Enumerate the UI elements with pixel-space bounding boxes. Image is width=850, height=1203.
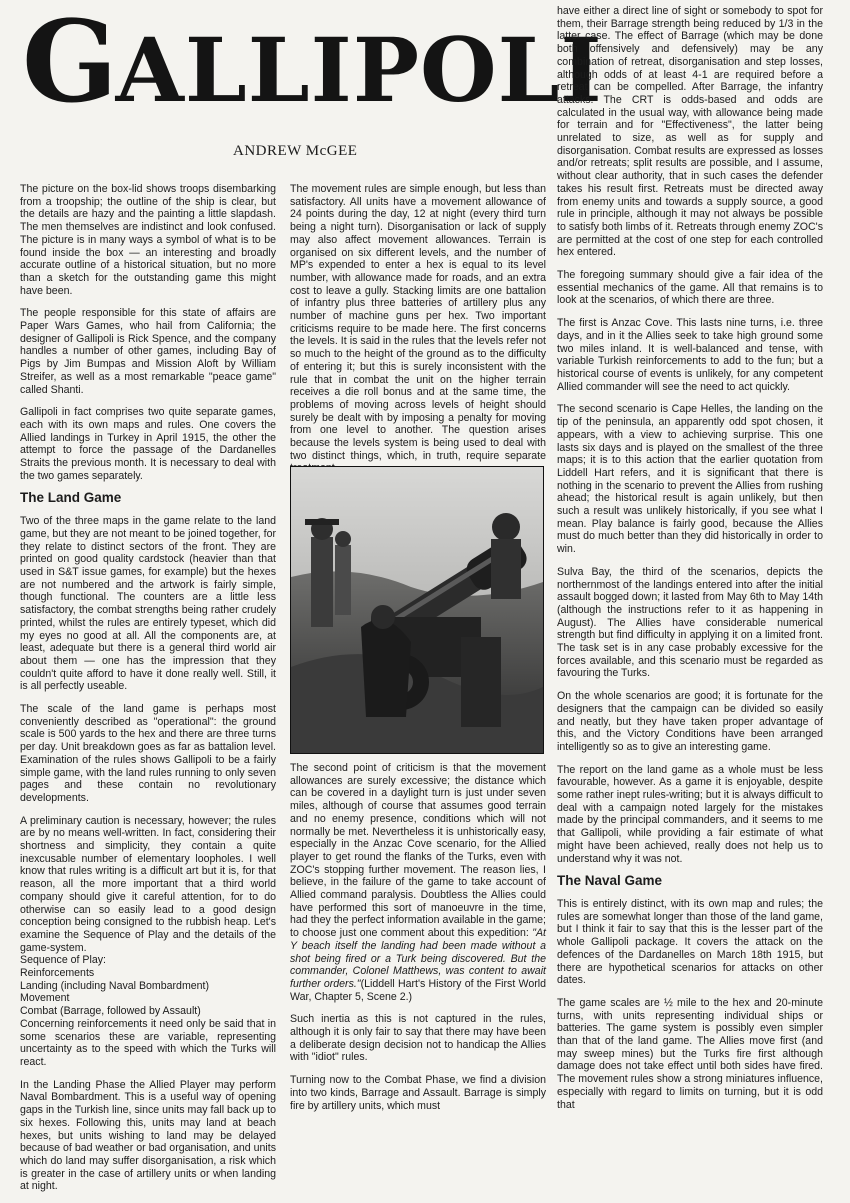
paragraph: The scale of the land game is perhaps most conveniently described as "operational": the ground scale is 500 yards to the hex and there are three turns per day. Unit breakdown goes as far as battalion level. Examination of the rules shows Gallipoli to be a fairly simple game, with the land rules running to only seven pages and these contain no revolutionary developments. (20, 703, 276, 804)
paragraph: Two of the three maps in the game relate to the land game, but they are not meant to be joined together, for they relate to distinct sectors of the front. They are printed on good quality cardstock (heavier than that used in S&T issue games, for example) but the hexes are not numbered and the artwork is fairly simple, though functional. The counters are a little less satisfactory, the combat strengths being rather crudely printed, whilst the rules are entirely typeset, which did my eyes no good at all. All the components are, at least, adequate but there is a general third world air about them — one has the impression that they couldn't quite afford to have it done really well. Still, it is all perfectly useable. (20, 515, 276, 693)
paragraph: The people responsible for this state of affairs are Paper Wars Games, who hail from California; the designer of Gallipoli is Rick Spence, and the company handles a number of other games, including Bay of Pigs by Jim Bumpas and Mission Aloft by William Streifer, as well as a most remarkable "peace game" called Shanti. (20, 307, 276, 396)
paragraph: On the whole scenarios are good; it is fortunate for the designers that the campaign can be divided so easily and neatly, but they have taken proper advantage of this, and the Victory Conditions have been arranged intelligently so as to give an interesting game. (557, 690, 823, 753)
masthead-title: GALLIPOLI (22, 0, 603, 128)
paragraph: Sulva Bay, the third of the scenarios, depicts the northernmost of the landings entered into after the initial assault bogged down; it lasted from May 6th to May 14th (although the instructions refer to it as happening in August). The Allies have considerable numerical strength but find difficulty in applying it on a limited front. The task set is in any case probably excessive for the forces available, and this scenario must be regarded as favouring the Turks. (557, 565, 823, 680)
column-3 (557, 5, 823, 1121)
list-item: Reinforcements (20, 967, 95, 980)
artillery-photo (290, 466, 544, 754)
paragraph: The picture on the box-lid shows troops disembarking from a troopship; the outline of the ship is clear, but the details are hazy and the painting a little slapdash. The men themselves are indistinct and look confused. The picture is in many ways a symbol of what is to be found inside the box — an interesting and broadly accurate outline of a historical situation, but no more than a sketch for the outstanding game this might have been. (20, 183, 276, 297)
list-item: Sequence of Play: (20, 954, 106, 967)
section-heading-naval-game: The Naval Game (557, 873, 663, 889)
paragraph: The movement rules are simple enough, but less than satisfactory. All units have a movement allowance of 24 points during the day, 12 at night (every third turn being a night turn). Disorganisation or lack of supply may also affect movement allowances. Terrain is organised on six different levels, and the number of MP's expended to enter a hex is equal to its level number, with allowance made for roads, and an extra cost to leave a gully. Stacking limits are one battalion of infantry plus three batteries of artillery plus any number of machine guns per hex. Two important criticisms require to be made here. The first concerns the levels. It is said in the rules that the levels refer not so much to the height of the ground as to the difficulty of entering it; but this is surely inconsistent with the rule that in combat the unit on the higher terrain receives a die roll bonus and at the same time, the problems of moving across levels of height should surely be dealt with by imposing a penalty for moving from one level to another. The question arises because the levels system is being used to deal with two distinct things, which, in truth, require separate (290, 183, 546, 462)
gun-crew-image (291, 467, 543, 753)
citation: (Liddell Hart's History of the First World War, Chapter 5, Scene 2.) (290, 977, 546, 1003)
paragraph: This is entirely distinct, with its own map and rules; the rules are somewhat longer than those of the land game, but I think it fair to say that this is the lesser part of the whole Gallipoli package. It covers the attack on the defences of the Dardanelles on March 18th 1915, but there are hypothetical scenarios for attacks on other dates. (557, 898, 823, 987)
paragraph: Turning now to the Combat Phase, we find a division into two kinds, Barrage and Assault. Barrage is simply fire by artillery units, which must (290, 1074, 546, 1112)
paragraph: The report on the land game as a whole must be less favourable, however. As a game it is enjoyable, despite some rather inept rules-writing; but it is always difficult to deal with a campaign noted largely for the mistakes made by the principal commanders, and it seems to me that Gallipoli, while providing a fair estimate of what might have been achieved, really does not help us to understand why it was not. (557, 763, 823, 865)
paragraph: In the Landing Phase the Allied Player may perform Naval Bombardment. This is a useful way of opening gaps in the Turkish line, since units may fall back up to six hexes. Following this, units may land at beach hexes, but units wishing to land may be delayed because of bad weather or bad organisation, and units which do land may suffer disorganisation, a risk which is greater in the case of artillery units or when landing at night. (20, 1078, 276, 1193)
paragraph: The game scales are ½ mile to the hex and 20-minute turns, with units representing individual ships or batteries. The game system is possibly even simpler than that of the land game. The Allies move first (and may sweep mines) but the Turks fire first although damage does not take effect until both sides have fired. The movement rules show a strong miniatures influence, especially with regard to limits on turning, but it is odd that (557, 996, 823, 1111)
paragraph: The second point of criticism is that the movement allowances are surely excessive; the distance which can be covered in a daylight turn is just under seven miles, although of course that assumes good terrain and no enemy presence, conditions which will not normally be met. Nevertheless it is unhistorically easy, especially in the Anzac Cove scenario, for the Allied player to get round the flanks of the Turks, even with ZOC's stopping further movement. The reason lies, I believe, in the failure of the game to take account of Allied command paralysis. Doubtless the Allies could have performed this sort of manoeuvre in the time, had they the perfect information available in the game; to choose just one comment about this expedition: "At Y beach itself the landing had been made without a shot being fired or a Turk being discovered. But the commander, Colonel Matthews, was content to await further orders."(Liddell Hart's History of the First World War, Chapter 5, Scene 2.) (290, 762, 546, 1003)
paragraph: have either a direct line of sight or somebody to spot for them, their Barrage strength being reduced by 1/3 in the latter case. The effect of Barrage (which may be done both offensively and defensively) may be any combination of retreat, disorganisation and step losses, although odds of at least 4-1 are required before a retreat can be compelled. After Barrage, the infantry attacks. The CRT is odds-based and odds are calculated in the usual way, with allowance being made for terrain and for "Effectiveness", the latter being unrelated to size, as well as for supply and disorganisation. Combat results are expressed as losses and/or retreats; split results are possible, and I assume, without clear authority, that in such cases the defender takes his result first. Retreats must be directed away from enemy units and towards a supply source, a good rule in principle, although it may not always be possible to satisfy both limbs of it. Retreats through enemy ZOC's are permitted at the cost of one step for each controlled hex entered. (557, 5, 823, 259)
paragraph: The foregoing summary should give a fair idea of the essential mechanics of the game. All that remains is to look at the scenarios, of which there are three. (557, 269, 823, 307)
column-1 (20, 183, 276, 1203)
paragraph: Concerning reinforcements it need only be said that in some scenarios these are variable, representing uncertainty as to the speed with which the Turks will react. (20, 1017, 276, 1068)
section-heading-land-game: The Land Game (20, 490, 122, 506)
list-item: Landing (including Naval Bombardment) (20, 979, 210, 992)
column-2-top (290, 183, 546, 485)
sequence-of-play-list (20, 954, 276, 1018)
paragraph: Such inertia as this is not captured in the rules, although it is only fair to say that there may have been a deliberate design decision not to handicap the Allies with "idiot" rules. (290, 1013, 546, 1064)
paragraph: A preliminary caution is necessary, however; the rules are by no means well-written. In fact, considering their shortness and simplicity, they contain a quite inexcusable number of elementary loopholes. I well know that rules writing is a difficult art but it is, for that reason, all the more important that a third world company should give it careful attention, for to do otherwise can so easily lead to a good design conception being consigned to the rubbish heap. Let's examine the Sequence of Play and the details of the game-system. (20, 814, 276, 954)
column-2-bottom (290, 762, 546, 1122)
list-item: Movement (20, 992, 70, 1005)
paragraph: The second scenario is Cape Helles, the landing on the tip of the peninsula, an apparently odd spot chosen, it appears, with a view to achieving surprise. This one lasts six days and is played on the smallest of the three maps; it is to this action that the earlier quotation from Liddell Hart refers, and it is significant that there is nothing in the scenario to prevent the Allies from rushing ahead; the historical result is again unlikely, but then such a result was unlikely historically, if you see what I mean. Play balance is fairly good, because the Allies must do much better than they did historically in order to win. (557, 403, 823, 556)
paragraph: The first is Anzac Cove. This lasts nine turns, i.e. three days, and in it the Allies seek to take high ground some two miles inland. It is well-balanced and tense, with variable Turkish reinforcements to add to the fun; but a historical course of events is unlikely, for any competent Allied commander will see the need to act quickly. (557, 317, 823, 393)
paragraph: Gallipoli in fact comprises two quite separate games, each with its own maps and rules. One covers the Allied landings in Turkey in April 1915, the other the attempt to force the passage of the Dardanelles Straits the previous month. It is necessary to deal with the two games separately. (20, 406, 276, 482)
byline: ANDREW McGEE (233, 143, 358, 159)
quotation: "At Y beach itself the landing had been made without a shot being fired or a Turk being discovered. But the commander, Colonel Matthews, was content to await further orders." (290, 927, 546, 990)
list-item: Combat (Barrage, followed by Assault) (20, 1005, 201, 1018)
